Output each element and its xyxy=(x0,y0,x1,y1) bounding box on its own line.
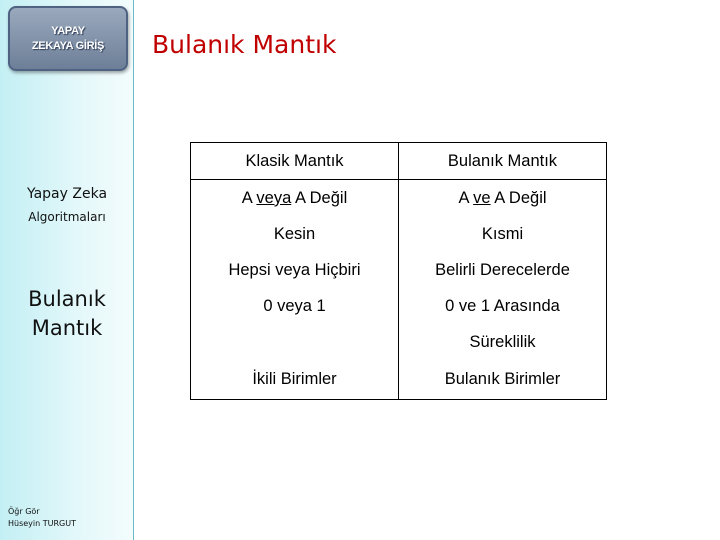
table-cell xyxy=(191,325,399,360)
table-cell: 0 ve 1 Arasında xyxy=(399,289,607,325)
table-row xyxy=(191,252,607,289)
underlined-word: ve xyxy=(473,188,491,207)
table-cell: Kesin xyxy=(191,217,399,252)
table-cell: İkili Birimler xyxy=(191,360,399,400)
underlined-word: veya xyxy=(256,188,292,207)
section-title-line-1: Bulanık xyxy=(28,287,106,311)
comparison-table xyxy=(190,142,607,400)
author-role: Öğr Gör xyxy=(8,507,40,516)
table-header-row xyxy=(191,143,607,180)
table-row xyxy=(191,325,607,360)
table-row xyxy=(191,217,607,252)
topic-title: Yapay Zeka xyxy=(26,186,108,202)
section-title xyxy=(0,285,134,343)
course-logo-badge xyxy=(8,6,128,71)
section-title-line-2: Mantık xyxy=(31,316,103,340)
table-cell xyxy=(191,180,399,217)
cell-text: A Değil xyxy=(490,188,547,207)
author-name: Hüseyin TURGUT xyxy=(8,519,76,528)
topic-subtitle: Algoritmaları xyxy=(28,210,106,224)
logo-line-1: YAPAY xyxy=(51,24,85,37)
table-cell: Bulanık Birimler xyxy=(399,360,607,400)
cell-text: A Değil xyxy=(291,188,348,207)
table-cell xyxy=(399,180,607,217)
table-row xyxy=(191,289,607,325)
author-credit xyxy=(8,506,76,530)
table-row xyxy=(191,180,607,217)
header-fuzzy-logic: Bulanık Mantık xyxy=(399,143,607,180)
table-cell: Belirli Derecelerde xyxy=(399,252,607,289)
table-cell: Süreklilik xyxy=(399,325,607,360)
cell-text: A xyxy=(241,188,257,207)
table-cell: Kısmi xyxy=(399,217,607,252)
logo-line-2: ZEKAYA GİRİŞ xyxy=(31,39,105,52)
cell-text: A xyxy=(458,188,474,207)
table-cell: 0 veya 1 xyxy=(191,289,399,325)
page-title: Bulanık Mantık xyxy=(152,30,337,59)
header-classic-logic: Klasik Mantık xyxy=(191,143,399,180)
table-row xyxy=(191,360,607,400)
sidebar xyxy=(0,0,134,540)
table-cell: Hepsi veya Hiçbiri xyxy=(191,252,399,289)
